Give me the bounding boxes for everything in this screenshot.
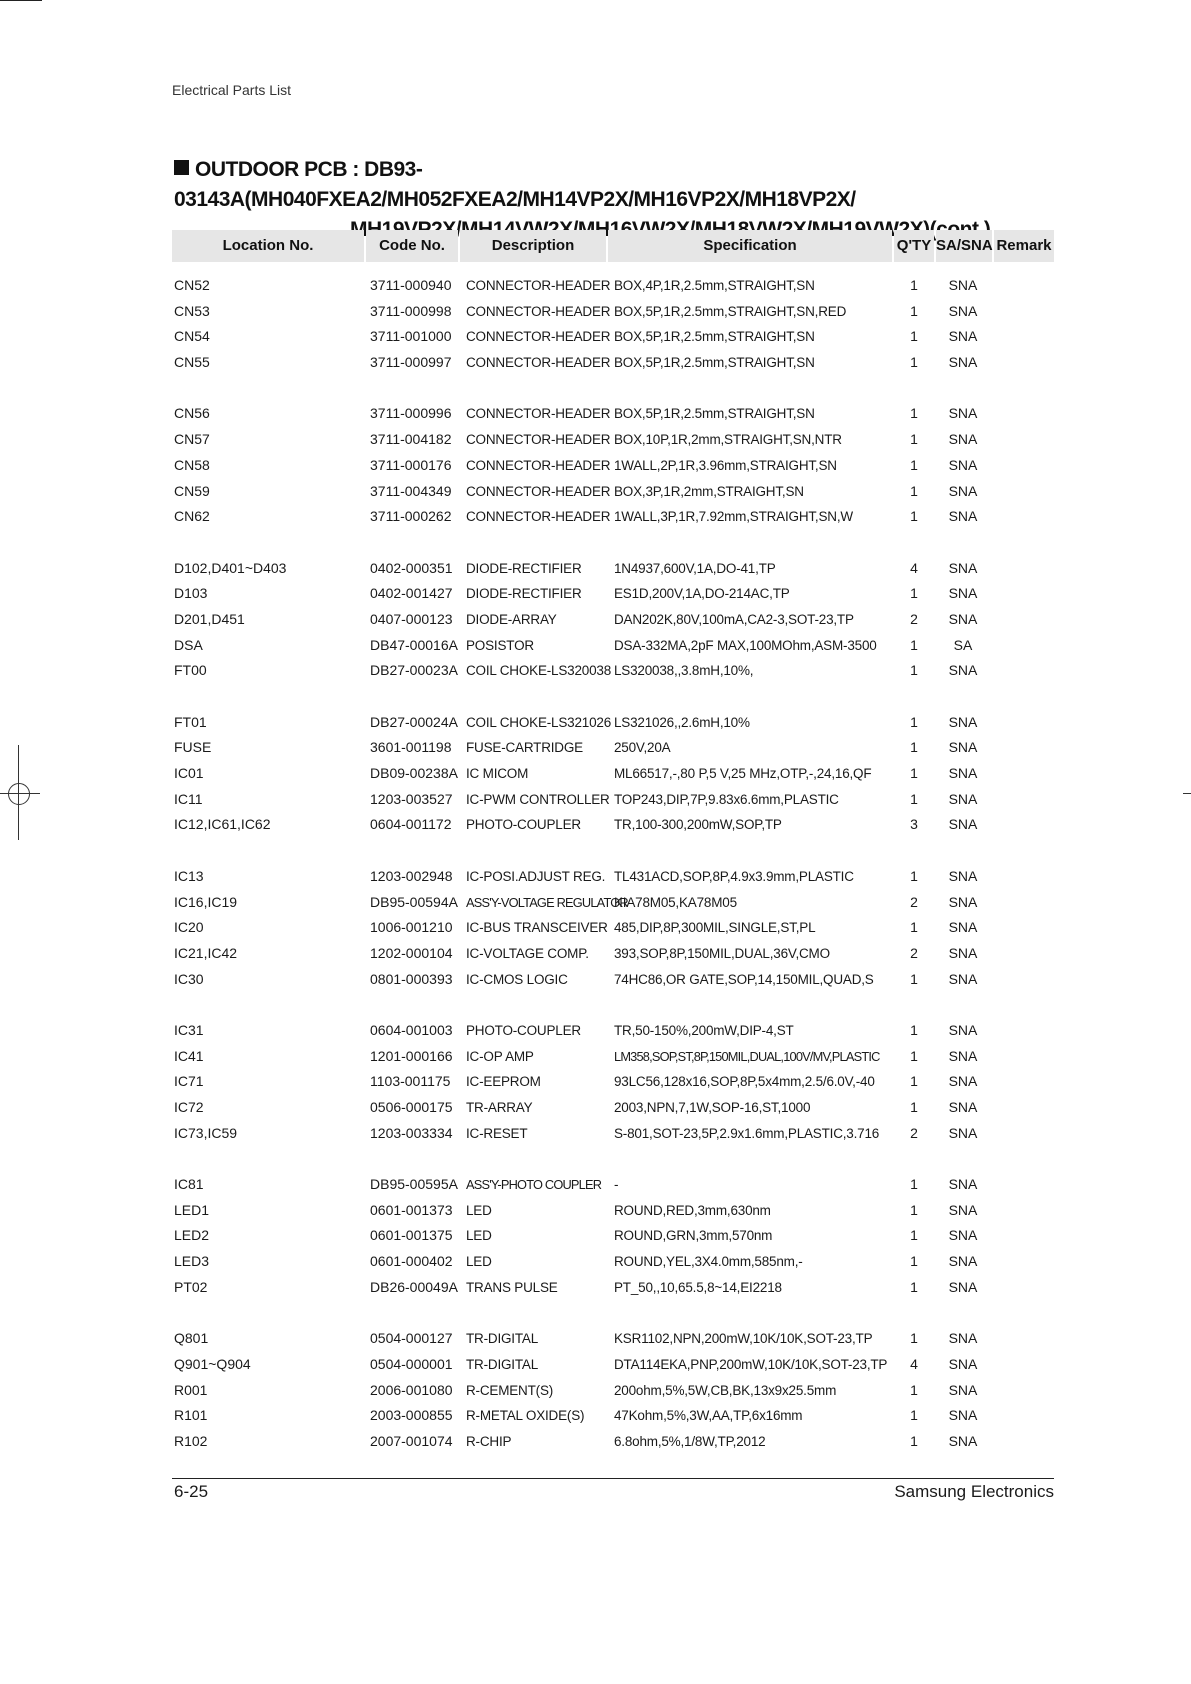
specification-cell: BOX,5P,1R,2.5mm,STRAIGHT,SN,RED bbox=[614, 303, 847, 319]
code-cell: 1103-001175 bbox=[370, 1073, 451, 1090]
sasna-cell: SNA bbox=[948, 1407, 978, 1424]
location-cell: IC16,IC19 bbox=[174, 893, 238, 910]
sasna-cell: SNA bbox=[948, 456, 978, 473]
location-cell: LED2 bbox=[174, 1227, 210, 1244]
location-cell: FT01 bbox=[174, 713, 207, 730]
sasna-cell: SNA bbox=[948, 559, 978, 576]
code-cell: 3711-000996 bbox=[370, 405, 452, 422]
description-cell: ASS'Y-PHOTO COUPLER bbox=[466, 1177, 602, 1193]
sasna-cell: SNA bbox=[948, 739, 978, 756]
description-cell: TR-ARRAY bbox=[466, 1100, 533, 1115]
code-cell: 1201-000166 bbox=[370, 1047, 453, 1064]
description-cell: TR-DIGITAL bbox=[466, 1356, 538, 1372]
table-row bbox=[172, 299, 1054, 325]
sasna-cell: SNA bbox=[948, 585, 978, 602]
table-row bbox=[172, 1121, 1054, 1147]
page-number: 6-25 bbox=[174, 1482, 209, 1501]
table-row bbox=[172, 1326, 1054, 1352]
code-cell: 3711-000262 bbox=[370, 508, 452, 525]
specification-cell: TOP243,DIP,7P,9.83x6.6mm,PLASTIC bbox=[614, 791, 839, 807]
code-cell: 1203-002948 bbox=[370, 867, 453, 884]
table-row bbox=[172, 350, 1054, 376]
code-cell: 3711-000998 bbox=[370, 302, 452, 319]
location-cell: CN53 bbox=[174, 302, 210, 319]
description-cell: POSISTOR bbox=[466, 637, 534, 653]
column-header-location: Location No. bbox=[172, 230, 364, 262]
qty-cell: 1 bbox=[910, 790, 918, 807]
qty-cell: 1 bbox=[910, 405, 918, 422]
description-cell: LED bbox=[466, 1202, 492, 1218]
qty-cell: 1 bbox=[910, 482, 918, 499]
sasna-cell: SNA bbox=[948, 302, 978, 319]
location-cell: CN62 bbox=[174, 508, 210, 525]
specification-cell: PT_50,,10,65.5,8~14,EI2218 bbox=[614, 1279, 782, 1295]
table-header bbox=[172, 230, 1054, 262]
location-cell: R101 bbox=[174, 1407, 208, 1424]
specification-cell: TL431ACD,SOP,8P,4.9x3.9mm,PLASTIC bbox=[614, 868, 854, 884]
qty-cell: 1 bbox=[910, 277, 918, 293]
code-cell: DB27-00023A bbox=[370, 662, 458, 679]
sasna-cell: SNA bbox=[948, 1432, 978, 1449]
specification-cell: BOX,5P,1R,2.5mm,STRAIGHT,SN bbox=[614, 406, 815, 422]
table-row bbox=[172, 864, 1054, 890]
sasna-cell: SNA bbox=[948, 277, 978, 293]
description-cell: LED bbox=[466, 1254, 492, 1270]
description-cell: IC MICOM bbox=[466, 766, 529, 782]
code-cell: 1203-003527 bbox=[370, 790, 453, 807]
table-row bbox=[172, 1275, 1054, 1301]
qty-cell: 2 bbox=[910, 944, 918, 961]
specification-cell: 74HC86,OR GATE,SOP,14,150MIL,QUAD,S bbox=[614, 971, 874, 987]
table-row bbox=[172, 1378, 1054, 1404]
location-cell: CN56 bbox=[174, 405, 210, 422]
code-cell: 3601-001198 bbox=[370, 739, 452, 756]
specification-cell: 1WALL,2P,1R,3.96mm,STRAIGHT,SN bbox=[614, 457, 837, 473]
qty-cell: 1 bbox=[910, 1099, 918, 1115]
table-row bbox=[172, 1044, 1054, 1070]
description-cell: COIL CHOKE-LS321026 bbox=[466, 714, 612, 730]
description-cell: R-CHIP bbox=[466, 1433, 512, 1449]
location-cell: IC81 bbox=[174, 1176, 204, 1193]
location-cell: R001 bbox=[174, 1381, 208, 1398]
table-row bbox=[172, 735, 1054, 761]
table-row bbox=[172, 941, 1054, 967]
specification-cell: TR,100-300,200mW,SOP,TP bbox=[614, 817, 782, 833]
description-cell: CONNECTOR-HEADER bbox=[466, 509, 611, 525]
qty-cell: 1 bbox=[910, 1432, 918, 1449]
table-row bbox=[172, 1223, 1054, 1249]
location-cell: LED3 bbox=[174, 1253, 210, 1270]
company-name: Samsung Electronics bbox=[894, 1482, 1054, 1501]
sasna-cell: SNA bbox=[948, 1355, 978, 1372]
location-cell: CN57 bbox=[174, 431, 210, 448]
location-cell: CN55 bbox=[174, 354, 210, 371]
code-cell: 3711-000176 bbox=[370, 456, 452, 473]
code-cell: 1202-000104 bbox=[370, 944, 453, 961]
location-cell: Q901~Q904 bbox=[174, 1355, 251, 1372]
column-header-sasna: SA/SNA bbox=[936, 230, 992, 262]
sasna-cell: SNA bbox=[948, 944, 978, 961]
sasna-cell: SNA bbox=[948, 662, 978, 679]
code-cell: DB95-00594A bbox=[370, 893, 458, 910]
table-row bbox=[172, 273, 1054, 299]
description-cell: CONNECTOR-HEADER bbox=[466, 303, 611, 319]
description-cell: IC-VOLTAGE COMP. bbox=[466, 945, 589, 961]
description-cell: IC-CMOS LOGIC bbox=[466, 971, 568, 987]
description-cell: FUSE-CARTRIDGE bbox=[466, 740, 583, 756]
specification-cell: 93LC56,128x16,SOP,8P,5x4mm,2.5/6.0V,-40 bbox=[614, 1074, 875, 1090]
table-row bbox=[172, 967, 1054, 993]
qty-cell: 1 bbox=[910, 1201, 918, 1218]
location-cell: IC11 bbox=[174, 790, 203, 807]
location-cell: IC01 bbox=[174, 765, 204, 782]
specification-cell: KSR1102,NPN,200mW,10K/10K,SOT-23,TP bbox=[614, 1331, 873, 1347]
specification-cell: ROUND,RED,3mm,630nm bbox=[614, 1202, 771, 1218]
table-row bbox=[172, 1069, 1054, 1095]
description-cell: CONNECTOR-HEADER bbox=[466, 432, 611, 448]
location-cell: IC21,IC42 bbox=[174, 944, 238, 961]
sasna-cell: SNA bbox=[948, 893, 978, 910]
description-cell: CONNECTOR-HEADER bbox=[466, 457, 611, 473]
table-row bbox=[172, 787, 1054, 813]
qty-cell: 1 bbox=[910, 1021, 918, 1038]
qty-cell: 1 bbox=[910, 1047, 918, 1064]
description-cell: IC-PWM CONTROLLER bbox=[466, 791, 610, 807]
qty-cell: 1 bbox=[910, 1407, 918, 1424]
code-cell: 1006-001210 bbox=[370, 919, 453, 936]
specification-cell: LM358,SOP,ST,8P,150MIL,DUAL,100V/MV,PLASTIC bbox=[614, 1048, 880, 1064]
code-cell: 0601-000402 bbox=[370, 1253, 453, 1270]
specification-cell: 2003,NPN,7,1W,SOP-16,ST,1000 bbox=[614, 1100, 811, 1115]
qty-cell: 1 bbox=[910, 328, 918, 345]
location-cell: IC13 bbox=[174, 867, 204, 884]
running-head: Electrical Parts List bbox=[172, 82, 292, 98]
location-cell: IC71 bbox=[174, 1073, 204, 1090]
code-cell: 0601-001375 bbox=[370, 1227, 453, 1244]
code-cell: 0402-001427 bbox=[370, 585, 453, 602]
description-cell: IC-BUS TRANSCEIVER bbox=[466, 920, 608, 936]
code-cell: 0604-001003 bbox=[370, 1021, 453, 1038]
table-row bbox=[172, 1429, 1054, 1455]
code-cell: 0407-000123 bbox=[370, 610, 453, 627]
sasna-cell: SNA bbox=[948, 919, 978, 936]
qty-cell: 1 bbox=[910, 662, 918, 679]
specification-cell: BOX,5P,1R,2.5mm,STRAIGHT,SN bbox=[614, 355, 815, 371]
specification-cell: BOX,4P,1R,2.5mm,STRAIGHT,SN bbox=[614, 278, 815, 293]
sasna-cell: SNA bbox=[948, 1330, 978, 1347]
description-cell: IC-EEPROM bbox=[466, 1074, 541, 1090]
sasna-cell: SNA bbox=[948, 1227, 978, 1244]
qty-cell: 1 bbox=[910, 713, 918, 730]
specification-cell: 485,DIP,8P,300MIL,SINGLE,ST,PL bbox=[614, 920, 816, 936]
description-cell: CONNECTOR-HEADER bbox=[466, 329, 611, 345]
qty-cell: 1 bbox=[910, 1330, 918, 1347]
table-row bbox=[172, 427, 1054, 453]
location-cell: Q801 bbox=[174, 1330, 209, 1347]
table-row bbox=[172, 1095, 1054, 1121]
code-cell: DB27-00024A bbox=[370, 713, 458, 730]
qty-cell: 1 bbox=[910, 636, 918, 653]
table-row bbox=[172, 1352, 1054, 1378]
sasna-cell: SNA bbox=[948, 765, 978, 782]
table-row bbox=[172, 1172, 1054, 1198]
sasna-cell: SNA bbox=[948, 405, 978, 422]
sasna-cell: SNA bbox=[948, 431, 978, 448]
table-row bbox=[172, 890, 1054, 916]
title-line-1: OUTDOOR PCB : DB93-03143A(MH040FXEA2/MH052FXEA2/MH14VP2X/MH16VP2X/MH18VP2X/ bbox=[174, 158, 856, 211]
code-cell: 0801-000393 bbox=[370, 970, 453, 987]
specification-cell: S-801,SOT-23,5P,2.9x1.6mm,PLASTIC,3.716 bbox=[614, 1125, 880, 1141]
qty-cell: 2 bbox=[910, 1124, 918, 1141]
specification-cell: BOX,3P,1R,2mm,STRAIGHT,SN bbox=[614, 483, 804, 499]
location-cell: R102 bbox=[174, 1432, 208, 1449]
description-cell: ASS'Y-VOLTAGE REGULATOR bbox=[466, 894, 628, 910]
code-cell: 3711-000997 bbox=[370, 354, 452, 371]
location-cell: IC31 bbox=[174, 1021, 204, 1038]
table-row bbox=[172, 1403, 1054, 1429]
location-cell: FUSE bbox=[174, 739, 212, 756]
table-row bbox=[172, 761, 1054, 787]
specification-cell: 250V,20A bbox=[614, 740, 671, 756]
description-cell: TRANS PULSE bbox=[466, 1279, 558, 1295]
specification-cell: 1WALL,3P,1R,7.92mm,STRAIGHT,SN,W bbox=[614, 509, 853, 525]
qty-cell: 4 bbox=[910, 1355, 918, 1372]
location-cell: IC20 bbox=[174, 919, 204, 936]
column-header-description: Description bbox=[460, 230, 606, 262]
qty-cell: 1 bbox=[910, 585, 918, 602]
qty-cell: 2 bbox=[910, 893, 918, 910]
sasna-cell: SA bbox=[953, 636, 973, 653]
qty-cell: 1 bbox=[910, 1073, 918, 1090]
specification-cell: 200ohm,5%,5W,CB,BK,13x9x25.5mm bbox=[614, 1382, 837, 1398]
location-cell: IC30 bbox=[174, 970, 204, 987]
specification-cell: BOX,5P,1R,2.5mm,STRAIGHT,SN bbox=[614, 329, 815, 345]
location-cell: DSA bbox=[174, 636, 203, 653]
location-cell: D102,D401~D403 bbox=[174, 559, 287, 576]
qty-cell: 1 bbox=[910, 919, 918, 936]
table-row bbox=[172, 1018, 1054, 1044]
description-cell: CONNECTOR-HEADER bbox=[466, 355, 611, 371]
location-cell: LED1 bbox=[174, 1201, 210, 1218]
specification-cell: ROUND,GRN,3mm,570nm bbox=[614, 1228, 773, 1244]
specification-cell: BOX,10P,1R,2mm,STRAIGHT,SN,NTR bbox=[614, 432, 842, 448]
code-cell: 1203-003334 bbox=[370, 1124, 453, 1141]
qty-cell: 1 bbox=[910, 867, 918, 884]
registration-mark-icon bbox=[0, 745, 40, 840]
code-cell: 3711-001000 bbox=[370, 328, 452, 345]
description-cell: IC-POSI.ADJUST REG. bbox=[466, 868, 606, 884]
code-cell: 0604-001172 bbox=[370, 816, 452, 833]
code-cell: DB26-00049A bbox=[370, 1278, 458, 1295]
location-cell: D201,D451 bbox=[174, 610, 245, 627]
sasna-cell: SNA bbox=[948, 816, 978, 833]
table-row bbox=[172, 812, 1054, 838]
sasna-cell: SNA bbox=[948, 1073, 978, 1090]
specification-cell: 393,SOP,8P,150MIL,DUAL,36V,CMO bbox=[614, 945, 830, 961]
description-cell: PHOTO-COUPLER bbox=[466, 1022, 581, 1038]
column-header-remark: Remark bbox=[994, 230, 1054, 262]
specification-cell: DAN202K,80V,100mA,CA2-3,SOT-23,TP bbox=[614, 611, 854, 627]
qty-cell: 1 bbox=[910, 1227, 918, 1244]
qty-cell: 1 bbox=[910, 1278, 918, 1295]
sasna-cell: SNA bbox=[948, 1099, 978, 1115]
code-cell: 2006-001080 bbox=[370, 1381, 453, 1398]
description-cell: R-CEMENT(S) bbox=[466, 1382, 554, 1398]
table-row bbox=[172, 324, 1054, 350]
code-cell: 0506-000175 bbox=[370, 1099, 453, 1115]
qty-cell: 1 bbox=[910, 302, 918, 319]
column-header-qty: Q'TY bbox=[894, 230, 934, 262]
table-row bbox=[172, 607, 1054, 633]
sasna-cell: SNA bbox=[948, 790, 978, 807]
table-row bbox=[172, 633, 1054, 659]
specification-cell: TR,50-150%,200mW,DIP-4,ST bbox=[614, 1022, 794, 1038]
location-cell: IC41 bbox=[174, 1047, 204, 1064]
code-cell: 0601-001373 bbox=[370, 1201, 453, 1218]
location-cell: CN58 bbox=[174, 456, 210, 473]
sasna-cell: SNA bbox=[948, 970, 978, 987]
sasna-cell: SNA bbox=[948, 508, 978, 525]
qty-cell: 1 bbox=[910, 431, 918, 448]
table-row bbox=[172, 504, 1054, 530]
location-cell: CN52 bbox=[174, 277, 210, 293]
qty-cell: 1 bbox=[910, 354, 918, 371]
specification-cell: DSA-332MA,2pF MAX,100MOhm,ASM-3500 bbox=[614, 637, 877, 653]
sasna-cell: SNA bbox=[948, 610, 978, 627]
specification-cell: - bbox=[614, 1177, 619, 1193]
code-cell: 3711-000940 bbox=[370, 277, 452, 293]
parts-table-body bbox=[172, 273, 1054, 1455]
square-bullet-icon bbox=[174, 160, 189, 175]
qty-cell: 3 bbox=[910, 816, 918, 833]
code-cell: DB95-00595A bbox=[370, 1176, 458, 1193]
description-cell: TR-DIGITAL bbox=[466, 1331, 538, 1347]
specification-cell: DTA114EKA,PNP,200mW,10K/10K,SOT-23,TP bbox=[614, 1356, 888, 1372]
specification-cell: LS321026,,2.6mH,10% bbox=[614, 714, 750, 730]
description-cell: DIODE-RECTIFIER bbox=[466, 586, 582, 602]
footer-rule bbox=[172, 1478, 1054, 1479]
crop-mark-right bbox=[1183, 793, 1191, 794]
description-cell: DIODE-ARRAY bbox=[466, 611, 557, 627]
description-cell: PHOTO-COUPLER bbox=[466, 817, 581, 833]
sasna-cell: SNA bbox=[948, 1021, 978, 1038]
qty-cell: 1 bbox=[910, 1176, 918, 1193]
location-cell: CN54 bbox=[174, 328, 210, 345]
table-row bbox=[172, 915, 1054, 941]
location-cell: IC73,IC59 bbox=[174, 1124, 238, 1141]
sasna-cell: SNA bbox=[948, 1176, 978, 1193]
location-cell: FT00 bbox=[174, 662, 207, 679]
table-row bbox=[172, 1198, 1054, 1224]
code-cell: 3711-004349 bbox=[370, 482, 452, 499]
location-cell: D103 bbox=[174, 585, 208, 602]
sasna-cell: SNA bbox=[948, 1124, 978, 1141]
description-cell: R-METAL OXIDE(S) bbox=[466, 1408, 585, 1424]
qty-cell: 1 bbox=[910, 1253, 918, 1270]
table-row bbox=[172, 1249, 1054, 1275]
specification-cell: KIA78M05,KA78M05 bbox=[614, 894, 737, 910]
code-cell: 3711-004182 bbox=[370, 431, 452, 448]
column-header-specification: Specification bbox=[608, 230, 892, 262]
table-row bbox=[172, 556, 1054, 582]
specification-cell: 1N4937,600V,1A,DO-41,TP bbox=[614, 560, 776, 576]
table-row bbox=[172, 401, 1054, 427]
description-cell: LED bbox=[466, 1228, 492, 1244]
code-cell: 0402-000351 bbox=[370, 559, 453, 576]
sasna-cell: SNA bbox=[948, 1381, 978, 1398]
specification-cell: LS320038,,3.8mH,10%, bbox=[614, 663, 754, 679]
column-header-code: Code No. bbox=[366, 230, 458, 262]
description-cell: IC-RESET bbox=[466, 1125, 528, 1141]
description-cell: COIL CHOKE-LS320038 bbox=[466, 663, 612, 679]
table-row bbox=[172, 453, 1054, 479]
sasna-cell: SNA bbox=[948, 328, 978, 345]
code-cell: 2007-001074 bbox=[370, 1432, 453, 1449]
qty-cell: 1 bbox=[910, 739, 918, 756]
crop-mark-top-left bbox=[0, 0, 42, 1]
table-row bbox=[172, 658, 1054, 684]
sasna-cell: SNA bbox=[948, 1253, 978, 1270]
specification-cell: ES1D,200V,1A,DO-214AC,TP bbox=[614, 586, 790, 602]
sasna-cell: SNA bbox=[948, 482, 978, 499]
specification-cell: ROUND,YEL,3X4.0mm,585nm,- bbox=[614, 1254, 803, 1270]
qty-cell: 1 bbox=[910, 1381, 918, 1398]
specification-cell: 47Kohm,5%,3W,AA,TP,6x16mm bbox=[614, 1408, 803, 1424]
sasna-cell: SNA bbox=[948, 354, 978, 371]
qty-cell: 4 bbox=[910, 559, 918, 576]
sasna-cell: SNA bbox=[948, 867, 978, 884]
code-cell: DB47-00016A bbox=[370, 636, 458, 653]
description-cell: DIODE-RECTIFIER bbox=[466, 560, 582, 576]
sasna-cell: SNA bbox=[948, 1047, 978, 1064]
code-cell: DB09-00238A bbox=[370, 765, 458, 782]
code-cell: 2003-000855 bbox=[370, 1407, 453, 1424]
description-cell: IC-OP AMP bbox=[466, 1048, 534, 1064]
sasna-cell: SNA bbox=[948, 1278, 978, 1295]
qty-cell: 1 bbox=[910, 508, 918, 525]
description-cell: CONNECTOR-HEADER bbox=[466, 406, 611, 422]
location-cell: IC12,IC61,IC62 bbox=[174, 816, 271, 833]
qty-cell: 1 bbox=[910, 456, 918, 473]
location-cell: CN59 bbox=[174, 482, 210, 499]
qty-cell: 1 bbox=[910, 970, 918, 987]
location-cell: IC72 bbox=[174, 1099, 204, 1115]
qty-cell: 1 bbox=[910, 765, 918, 782]
code-cell: 0504-000001 bbox=[370, 1355, 453, 1372]
specification-cell: 6.8ohm,5%,1/8W,TP,2012 bbox=[614, 1433, 766, 1449]
description-cell: CONNECTOR-HEADER bbox=[466, 278, 611, 293]
qty-cell: 2 bbox=[910, 610, 918, 627]
sasna-cell: SNA bbox=[948, 713, 978, 730]
table-row bbox=[172, 710, 1054, 736]
description-cell: CONNECTOR-HEADER bbox=[466, 483, 611, 499]
table-row bbox=[172, 581, 1054, 607]
sasna-cell: SNA bbox=[948, 1201, 978, 1218]
specification-cell: ML66517,-,80 P,5 V,25 MHz,OTP,-,24,16,QF bbox=[614, 766, 872, 782]
code-cell: 0504-000127 bbox=[370, 1330, 453, 1347]
location-cell: PT02 bbox=[174, 1278, 208, 1295]
table-row bbox=[172, 479, 1054, 505]
